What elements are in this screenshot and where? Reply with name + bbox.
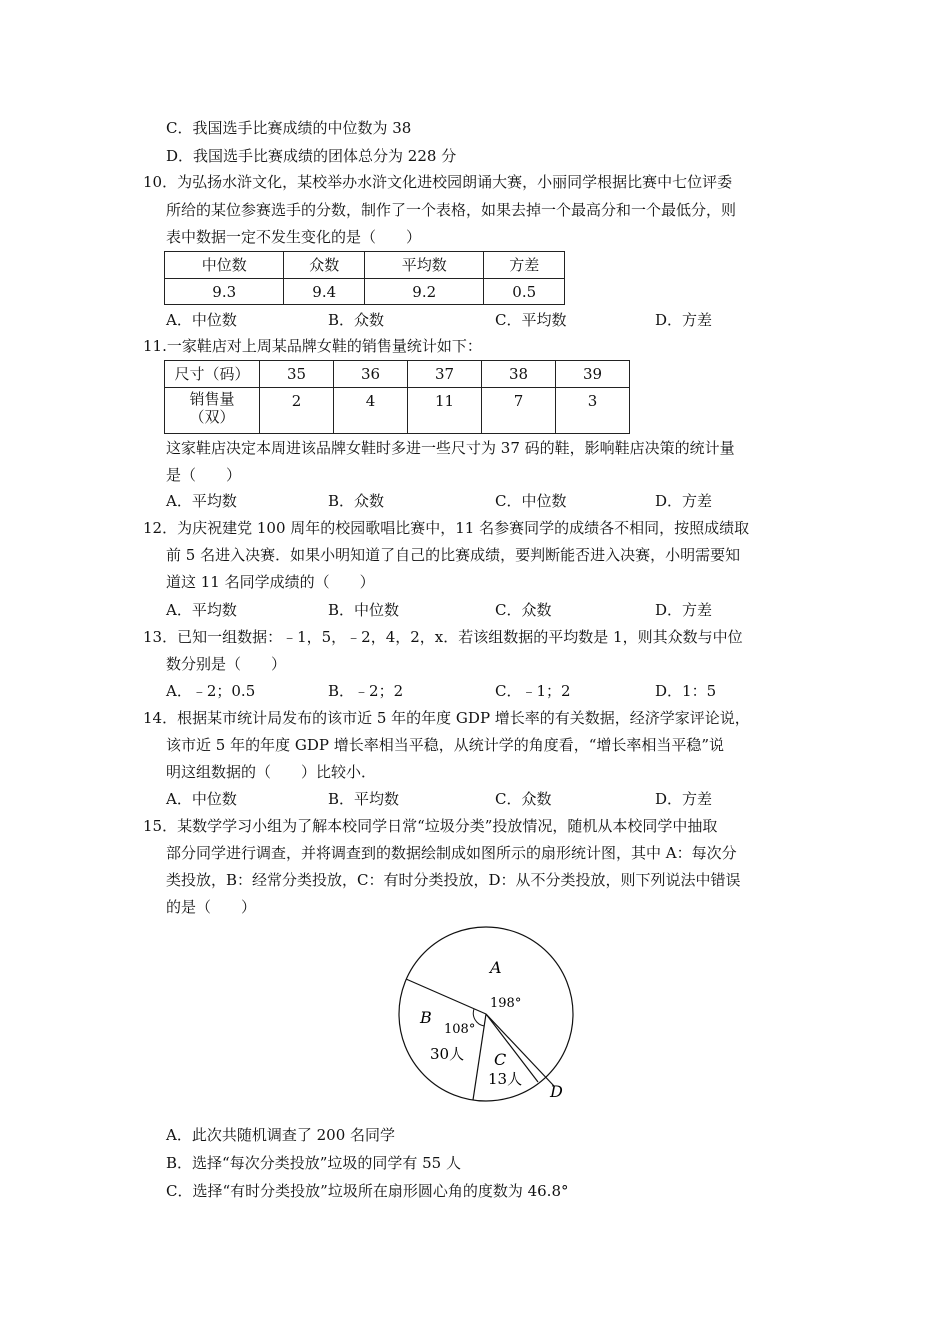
q15-text: 类投放，B：经常分类投放，C：有时分类投放，D：从不分类投放，则下列说法中错误 xyxy=(166,871,741,889)
table-cell: 7 xyxy=(482,388,556,434)
q11-text: 这家鞋店决定本周进该品牌女鞋时多进一些尺寸为 37 码的鞋，影响鞋店决策的统计量 xyxy=(166,439,735,457)
label-b-angle: 108° xyxy=(444,1022,476,1037)
option: A．中位数 xyxy=(166,790,237,808)
option: C．﹣1；2 xyxy=(495,682,571,700)
table-cell: 9.4 xyxy=(284,279,365,305)
q10-text: 10．为弘扬水浒文化，某校举办水浒文化进校园朗诵大赛，小丽同学根据比赛中七位评委 xyxy=(143,173,733,191)
q13-options xyxy=(166,681,786,701)
q11-table xyxy=(164,360,630,434)
q12-text: 道这 11 名同学成绩的（ ） xyxy=(166,573,375,591)
pie-chart-figure xyxy=(390,920,590,1105)
q15-text: 的是（ ） xyxy=(166,898,257,916)
label-a-angle: 198° xyxy=(490,996,522,1011)
table-header: 销售量（双） xyxy=(165,388,260,434)
label-c: C xyxy=(494,1050,507,1069)
option: B．中位数 xyxy=(328,601,400,619)
option: B．平均数 xyxy=(328,790,400,808)
q15-option-c: C．选择“有时分类投放”垃圾所在扇形圆心角的度数为 46.8° xyxy=(166,1182,569,1200)
option: B．众数 xyxy=(328,311,385,329)
q10-text: 表中数据一定不发生变化的是（ ） xyxy=(166,228,422,246)
option: C．众数 xyxy=(495,790,552,808)
option: C．平均数 xyxy=(495,311,567,329)
label-d: D xyxy=(550,1082,563,1101)
label-a: A xyxy=(490,958,502,977)
option: A．中位数 xyxy=(166,311,237,329)
option: D．方差 xyxy=(655,790,713,808)
q10-table xyxy=(164,251,565,305)
option: D．方差 xyxy=(655,492,713,510)
table-cell: 9.3 xyxy=(165,279,284,305)
option: D．1：5 xyxy=(655,682,717,700)
q11-text: 是（ ） xyxy=(166,466,242,484)
q14-text: 该市近 5 年的年度 GDP 增长率相当平稳，从统计学的角度看，“增长率相当平稳”说 xyxy=(166,736,725,754)
q15-option-a: A．此次共随机调查了 200 名同学 xyxy=(166,1126,396,1144)
table-cell: 39 xyxy=(556,361,630,388)
q10-options xyxy=(166,310,786,330)
option: C．中位数 xyxy=(495,492,567,510)
label-b-count: 30人 xyxy=(430,1045,465,1063)
q15-text: 部分同学进行调查，并将调查到的数据绘制成如图所示的扇形统计图，其中 A：每次分 xyxy=(166,844,737,862)
q9-option-c: C．我国选手比赛成绩的中位数为 38 xyxy=(166,119,412,137)
q14-options xyxy=(166,789,786,809)
table-cell: 9.2 xyxy=(364,279,483,305)
option: A．平均数 xyxy=(166,492,237,510)
q12-text: 12．为庆祝建党 100 周年的校园歌唱比赛中，11 名参赛同学的成绩各不相同，按照成绩取 xyxy=(143,519,750,537)
table-cell: 4 xyxy=(334,388,408,434)
option: A．平均数 xyxy=(166,601,237,619)
table-header: 众数 xyxy=(284,252,365,279)
q12-text: 前 5 名进入决赛．如果小明知道了自己的比赛成绩，要判断能否进入决赛，小明需要知 xyxy=(166,546,741,564)
table-header: 中位数 xyxy=(165,252,284,279)
table-cell: 37 xyxy=(408,361,482,388)
q9-option-d: D．我国选手比赛成绩的团体总分为 228 分 xyxy=(166,147,457,165)
table-header: 尺寸（码） xyxy=(165,361,260,388)
sector-boundary-a-b xyxy=(406,979,486,1014)
option: A．﹣2；0.5 xyxy=(166,682,256,700)
q15-option-b: B．选择“每次分类投放”垃圾的同学有 55 人 xyxy=(166,1154,461,1172)
option: C．众数 xyxy=(495,601,552,619)
q14-text: 明这组数据的（ ）比较小． xyxy=(166,763,377,781)
table-cell: 11 xyxy=(408,388,482,434)
label-b: B xyxy=(420,1008,432,1027)
label-c-count: 13人 xyxy=(488,1070,523,1088)
q15-text: 15．某数学学习小组为了解本校同学日常“垃圾分类”投放情况，随机从本校同学中抽取 xyxy=(143,817,718,835)
q11-options xyxy=(166,491,786,511)
option: B．众数 xyxy=(328,492,385,510)
table-cell: 2 xyxy=(260,388,334,434)
option: D．方差 xyxy=(655,311,713,329)
q13-text: 数分别是（ ） xyxy=(166,655,287,673)
q13-text: 13．已知一组数据：﹣1，5，﹣2，4，2，x．若该组数据的平均数是 1，则其众数与中位 xyxy=(143,628,743,646)
table-cell: 0.5 xyxy=(484,279,565,305)
table-cell: 3 xyxy=(556,388,630,434)
q10-text: 所给的某位参赛选手的分数，制作了一个表格，如果去掉一个最高分和一个最低分，则 xyxy=(166,201,737,219)
table-cell: 35 xyxy=(260,361,334,388)
option: D．方差 xyxy=(655,601,713,619)
q14-text: 14．根据某市统计局发布的该市近 5 年的年度 GDP 增长率的有关数据，经济学家评论说， xyxy=(143,709,750,727)
table-cell: 38 xyxy=(482,361,556,388)
q11-text: 11.一家鞋店对上周某品牌女鞋的销售量统计如下： xyxy=(143,337,482,355)
q12-options xyxy=(166,600,786,620)
table-cell: 36 xyxy=(334,361,408,388)
table-header: 方差 xyxy=(484,252,565,279)
option: B．﹣2；2 xyxy=(328,682,404,700)
table-header: 平均数 xyxy=(364,252,483,279)
